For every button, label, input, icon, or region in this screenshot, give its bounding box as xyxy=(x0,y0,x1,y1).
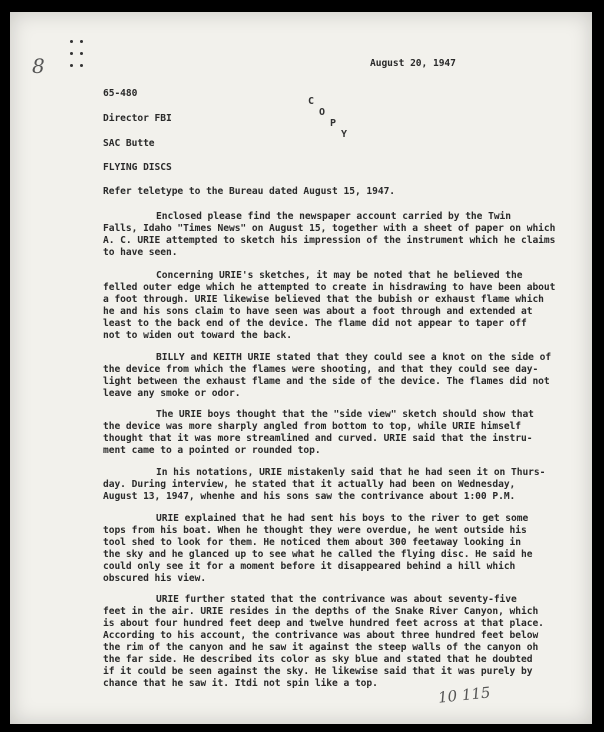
text-line: the sky and he glanced up to see what he called the flying disc. He said he xyxy=(103,549,533,560)
text-line: A. C. URIE attempted to sketch his impression of the instrument which he claims xyxy=(103,235,556,246)
text-line: day. During interview, he stated that it actually had been on Wednesday, xyxy=(103,479,516,490)
copy-letter: C xyxy=(308,96,315,107)
text-line: obscured his view. xyxy=(103,573,207,584)
copy-letter: O xyxy=(319,107,326,118)
text-line: the device from which the flames were shooting, and that they could see day- xyxy=(103,364,539,375)
text-line: Falls, Idaho "Times News" on August 15, together with a sheet of paper on which xyxy=(103,223,556,234)
text-line: In his notations, URIE mistakenly said that he had seen it on Thurs- xyxy=(156,467,546,478)
document-page xyxy=(10,12,592,724)
text-line: Enclosed please find the newspaper account carried by the Twin xyxy=(156,211,512,222)
file-number: 65-480 xyxy=(103,88,138,99)
text-line: if it could be seen against the sky. He likewise said that it was purely by xyxy=(103,666,533,677)
text-line: not to widen out toward the back. xyxy=(103,330,292,341)
text-line: The URIE boys thought that the "side view" sketch should show that xyxy=(156,409,534,420)
text-line: tops from his boat. When he thought they were overdue, he went outside his xyxy=(103,525,527,536)
text-line: to have seen. xyxy=(103,247,178,258)
text-line: leave any smoke or odor. xyxy=(103,388,241,399)
text-line: URIE further stated that the contrivance was about seventy-five xyxy=(156,594,517,605)
text-line: the device was more sharply angled from bottom to top, while URIE himself xyxy=(103,421,521,432)
refer-line: Refer teletype to the Bureau dated August 15, 1947. xyxy=(103,186,396,197)
text-line: ment came to a pointed or rounded top. xyxy=(103,445,321,456)
text-line: he and his sons claim to have seen was about a foot through and extended at xyxy=(103,306,533,317)
text-line: could only see it for a moment before it disappeared behind a hill which xyxy=(103,561,516,572)
text-line: Concerning URIE's sketches, it may be noted that he believed the xyxy=(156,270,523,281)
letter-date: August 20, 1947 xyxy=(370,58,456,69)
text-line: BILLY and KEITH URIE stated that they could see a knot on the side of xyxy=(156,352,552,363)
addressee: Director FBI xyxy=(103,113,172,124)
text-line: thought that it was more streamlined and curved. URIE said that the instru- xyxy=(103,433,533,444)
copy-letter: Y xyxy=(341,129,348,140)
sender: SAC Butte xyxy=(103,138,155,149)
text-line: chance that he saw it. Itdi not spin like a top. xyxy=(103,678,378,689)
text-line: According to his account, the contrivance was about three hundred feet below xyxy=(103,630,539,641)
subject: FLYING DISCS xyxy=(103,162,172,173)
text-line: the rim of the canyon and he saw it against the steep walls of the canyon oh xyxy=(103,642,539,653)
text-line: tool shed to look for them. He noticed them about 300 feetaway looking in xyxy=(103,537,521,548)
text-line: a foot through. URIE likewise believed that the bubish or exhaust flame which xyxy=(103,294,544,305)
copy-letter: P xyxy=(330,118,337,129)
text-line: least to the back end of the device. The flame did not appear to taper off xyxy=(103,318,527,329)
text-line: is about four hundred feet deep and twelve hundred feet across at that place. xyxy=(103,618,544,629)
text-line: felled outer edge which he attempted to create in hisdrawing to have been about xyxy=(103,282,556,293)
text-line: light between the exhaust flame and the side of the device. The flames did not xyxy=(103,376,550,387)
margin-mark: 8 xyxy=(32,54,45,78)
text-line: the far side. He described its color as sky blue and stated that he doubted xyxy=(103,654,533,665)
text-line: feet in the air. URIE resides in the depths of the Snake River Canyon, which xyxy=(103,606,539,617)
handwritten-file-number: 10 115 xyxy=(437,683,492,707)
text-line: URIE explained that he had sent his boys to the river to get some xyxy=(156,513,529,524)
text-line: August 13, 1947, whenhe and his sons saw the contrivance about 1:00 P.M. xyxy=(103,491,516,502)
